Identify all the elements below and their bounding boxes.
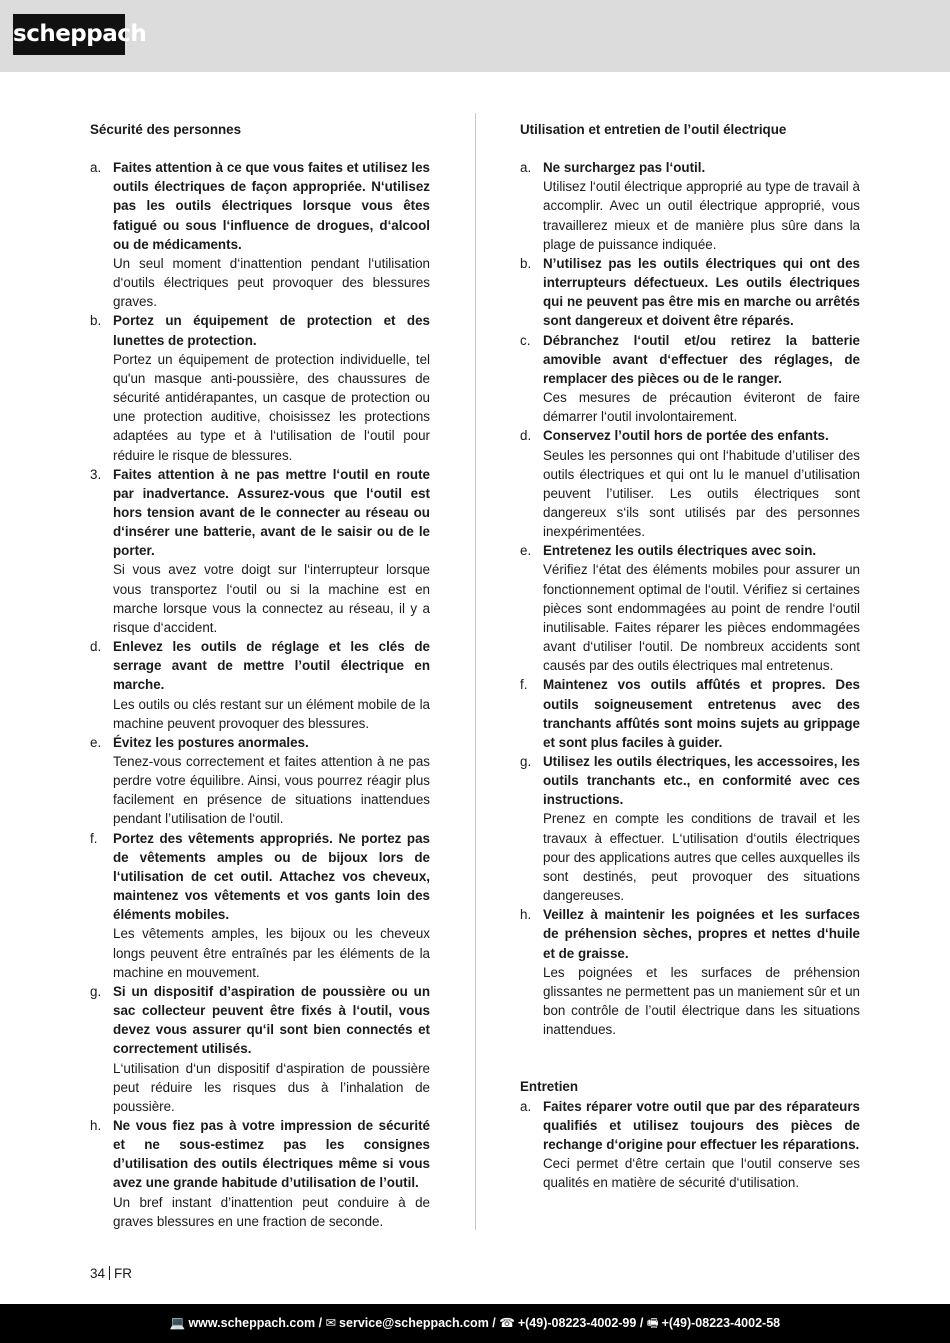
list-item-body: Les outils ou clés restant sur un élément mobile de la machine peuvent provoquer des blessures. [113, 696, 430, 731]
list-item-body: Si vous avez votre doigt sur l‘interrupteur lorsque vous transportez l‘outil ou si la machine est en marche lorsque vous la connectez au réseau, il y a risque d‘accident. [113, 562, 430, 635]
list-item-heading: Conservez l’outil hors de portée des enfants. [543, 428, 829, 444]
list-item-marker: g. [520, 754, 532, 769]
list-item [520, 675, 860, 752]
list-item-heading: Portez des vêtements appropriés. Ne portez pas de vêtements amples ou de bijoux lors de l‘utilisation de cet outil. Attachez vos cheveux, maintenez vos vêtements et vos gants loin des éléments mobiles. [113, 830, 430, 923]
list-item-body: Un seul moment d‘inattention pendant l‘utilisation d‘outils électriques peut provoquer des blessures graves. [113, 255, 430, 310]
right-column [520, 120, 860, 1192]
footer-separator: / [639, 1316, 644, 1330]
list-item [520, 752, 860, 905]
list-item-body: Portez un équipement de protection individuelle, tel qu'un masque anti-poussière, des chaussures de sécurité antidérapantes, un casque de protection ou une protection auditive, choisissez les protections adaptées au type et à l‘utilisation de l‘outil pour réduire le risque de blessures. [113, 351, 430, 463]
mail-icon: ✉ [325, 1316, 337, 1330]
page-language: FR [114, 1266, 133, 1281]
list-item-body: Vérifiez l‘état des éléments mobiles pour assurer un fonctionnement optimal de l‘outil. Vérifiez si certaines pièces sont endommagées au point de rendre l‘outil inutilisable. Faites réparer les pièces endommagées avant d‘utiliser l‘outil. De nombreux accidents sont causés par des outils électriques mal entretenus. [543, 562, 860, 674]
tool-use-list [520, 158, 860, 1039]
list-item [520, 1097, 860, 1193]
list-item-marker: e. [90, 734, 102, 750]
personal-safety-list [90, 158, 430, 1231]
list-item [90, 158, 430, 311]
list-item-heading: Entretenez les outils électriques avec soin. [543, 543, 817, 559]
section-title-maintenance: Entretien [520, 1079, 579, 1095]
list-item-body: L‘utilisation d‘un dispositif d‘aspiration de poussière peut réduire les risques dus à l’inhalation de poussière. [113, 1060, 430, 1114]
list-item-heading: Évitez les postures anormales. [113, 734, 309, 750]
list-item-heading: Débranchez l‘outil et/ou retirez la batterie amovible avant d‘effectuer des réglages, de remplacer des pièces ou de le ranger. [543, 332, 860, 386]
list-item-marker: a. [90, 160, 102, 176]
monitor-icon: 💻 [169, 1316, 186, 1330]
page-header [0, 0, 950, 72]
list-item [520, 905, 860, 1039]
list-item-marker: d. [520, 428, 532, 444]
list-item-heading: Faites attention à ne pas mettre l‘outil en route par inadvertance. Assurez-vous que l‘outil est hors tension avant de le connecter au réseau ou d‘insérer une batterie, avant de le saisir ou de le porter. [113, 466, 430, 559]
list-item-heading: Portez un équipement de protection et des lunettes de protection. [113, 313, 430, 348]
footer-phone: +(49)-08223-4002-99 [517, 1316, 637, 1330]
list-item [520, 158, 860, 254]
left-column [90, 120, 430, 1231]
page-number-separator [109, 1266, 110, 1280]
list-item [90, 465, 430, 637]
list-item-marker: h. [520, 907, 532, 923]
list-item [520, 254, 860, 331]
list-item-marker: e. [520, 543, 532, 559]
list-item-heading: N’utilisez pas les outils électriques qui ont des interrupteurs défectueux. Les outils électriques qui ne peuvent pas être mis en marche ou arrêtés sont dangereux et doivent être réparés. [543, 255, 860, 329]
list-item [520, 541, 860, 675]
list-item [90, 1116, 430, 1231]
list-item-body: Les vêtements amples, les bijoux ou les cheveux longs peuvent être entraînés par les éléments de la machine en mouvement. [113, 926, 430, 980]
list-item [90, 733, 430, 829]
list-item-marker: 3. [90, 466, 102, 482]
list-item-marker: d. [90, 639, 102, 655]
list-item-heading: Faites attention à ce que vous faites et utilisez les outils électriques de façon appropriée. N‘utilisez pas les outils électriques lorsque vous êtes fatigué ou sous l‘influence de drogues, d‘alcool ou de médicaments. [113, 160, 431, 252]
list-item [90, 637, 430, 733]
list-item-marker: b. [520, 255, 532, 271]
list-item-marker: g. [90, 983, 102, 999]
list-item [520, 331, 860, 427]
list-item [90, 829, 430, 982]
list-item-heading: Ne vous fiez pas à votre impression de sécurité et ne sous-estimez pas les consignes d’utilisation des outils électriques même si vous avez une grande habitude d’utilisation de l’outil. [113, 1117, 430, 1191]
page-number [90, 1266, 132, 1281]
scheppach-logo: scheppach [13, 14, 125, 55]
contact-footer [0, 1304, 950, 1343]
list-item-body: Tenez-vous correctement et faites attention à ne pas perdre votre équilibre. Ainsi, vous pourrez réagir plus facilement en présence de situations inattendues pendant l’utilisation de l‘outil. [113, 754, 430, 827]
list-item-marker: a. [520, 1098, 532, 1114]
footer-separator: / [492, 1316, 496, 1330]
footer-fax: +(49)-08223-4002-58 [661, 1316, 781, 1330]
list-item-marker: h. [90, 1117, 102, 1133]
list-item [90, 982, 430, 1116]
list-item-heading: Enlevez les outils de réglage et les clés de serrage avant de mettre l’outil électrique en marche. [113, 639, 430, 693]
list-item-body: Seules les personnes qui ont l‘habitude d’utiliser des outils électriques et qui ont lu le manuel d’utilisation peuvent l’utiliser. Les outils électriques sont dangereux s‘ils sont utilisés par des personnes inexpérimentées. [543, 447, 860, 540]
list-item-marker: c. [520, 332, 531, 348]
list-item-marker: f. [90, 830, 98, 846]
list-item-body: Ceci permet d‘être certain que l‘outil conserve ses qualités en matière de sécurité d‘utilisation. [543, 1155, 860, 1191]
footer-email[interactable]: service@scheppach.com [339, 1316, 489, 1330]
list-item-heading: Maintenez vos outils affûtés et propres. Des outils soigneusement entretenus avec des tranchants affûtés sont moins sujets au grippage et sont plus faciles à guider. [543, 677, 860, 750]
page-number-value: 34 [90, 1266, 106, 1281]
list-item-heading: Utilisez les outils électriques, les accessoires, les outils tranchants etc., en conformité avec ces instructions. [543, 754, 860, 808]
maintenance-list [520, 1097, 860, 1193]
list-item-heading: Faites réparer votre outil que par des réparateurs qualifiés et utilisez toujours des pièces de rechange d‘origine pour effectuer les réparations. [543, 1098, 860, 1152]
fax-icon: 🖷 [646, 1316, 659, 1330]
list-item-heading: Veillez à maintenir les poignées et les surfaces de préhension sèches, propres et nettes d‘huile et de graisse. [543, 907, 860, 961]
list-item-marker: f. [520, 677, 528, 693]
list-item-heading: Ne surchargez pas l‘outil. [543, 160, 706, 176]
section-title-personal-safety: Sécurité des personnes [90, 122, 242, 137]
footer-website[interactable]: www.scheppach.com [188, 1316, 316, 1330]
list-item [90, 311, 430, 464]
list-item-marker: b. [90, 313, 102, 329]
list-item-body: Les poignées et les surfaces de préhension glissantes ne permettent pas un maniement sûr et un bon contrôle de l’outil électrique dans les situations inattendues. [543, 964, 860, 1038]
section-title-tool-use: Utilisation et entretien de l’outil électrique [520, 122, 787, 137]
list-item-body: Un bref instant d’inattention peut conduire à de graves blessures en une fraction de seconde. [113, 1194, 430, 1229]
footer-separator: / [318, 1316, 323, 1330]
list-item-body: Utilisez l‘outil électrique approprié au type de travail à accomplir. Avec un outil électrique approprié, vous travaillerez mieux et de manière plus sûre dans la plage de puissance indiquée. [543, 179, 860, 252]
column-divider [475, 113, 476, 1230]
list-item-body: Ces mesures de précaution éviteront de faire démarrer l‘outil involontairement. [543, 390, 860, 425]
list-item-marker: a. [520, 160, 532, 176]
list-item-heading: Si un dispositif d’aspiration de poussière ou un sac collecteur peuvent être fixés à l‘outil, vous devez vous assurer qu‘il sont bien connectés et correctement utilisés. [113, 983, 430, 1057]
phone-icon: ☎ [499, 1316, 515, 1330]
list-item [520, 426, 860, 541]
list-item-body: Prenez en compte les conditions de travail et les travaux à effectuer. L‘utilisation d‘outils électriques pour des applications autres que celles auxquelles ils sont destinés, peut provoquer des situations dangereuses. [543, 811, 860, 904]
